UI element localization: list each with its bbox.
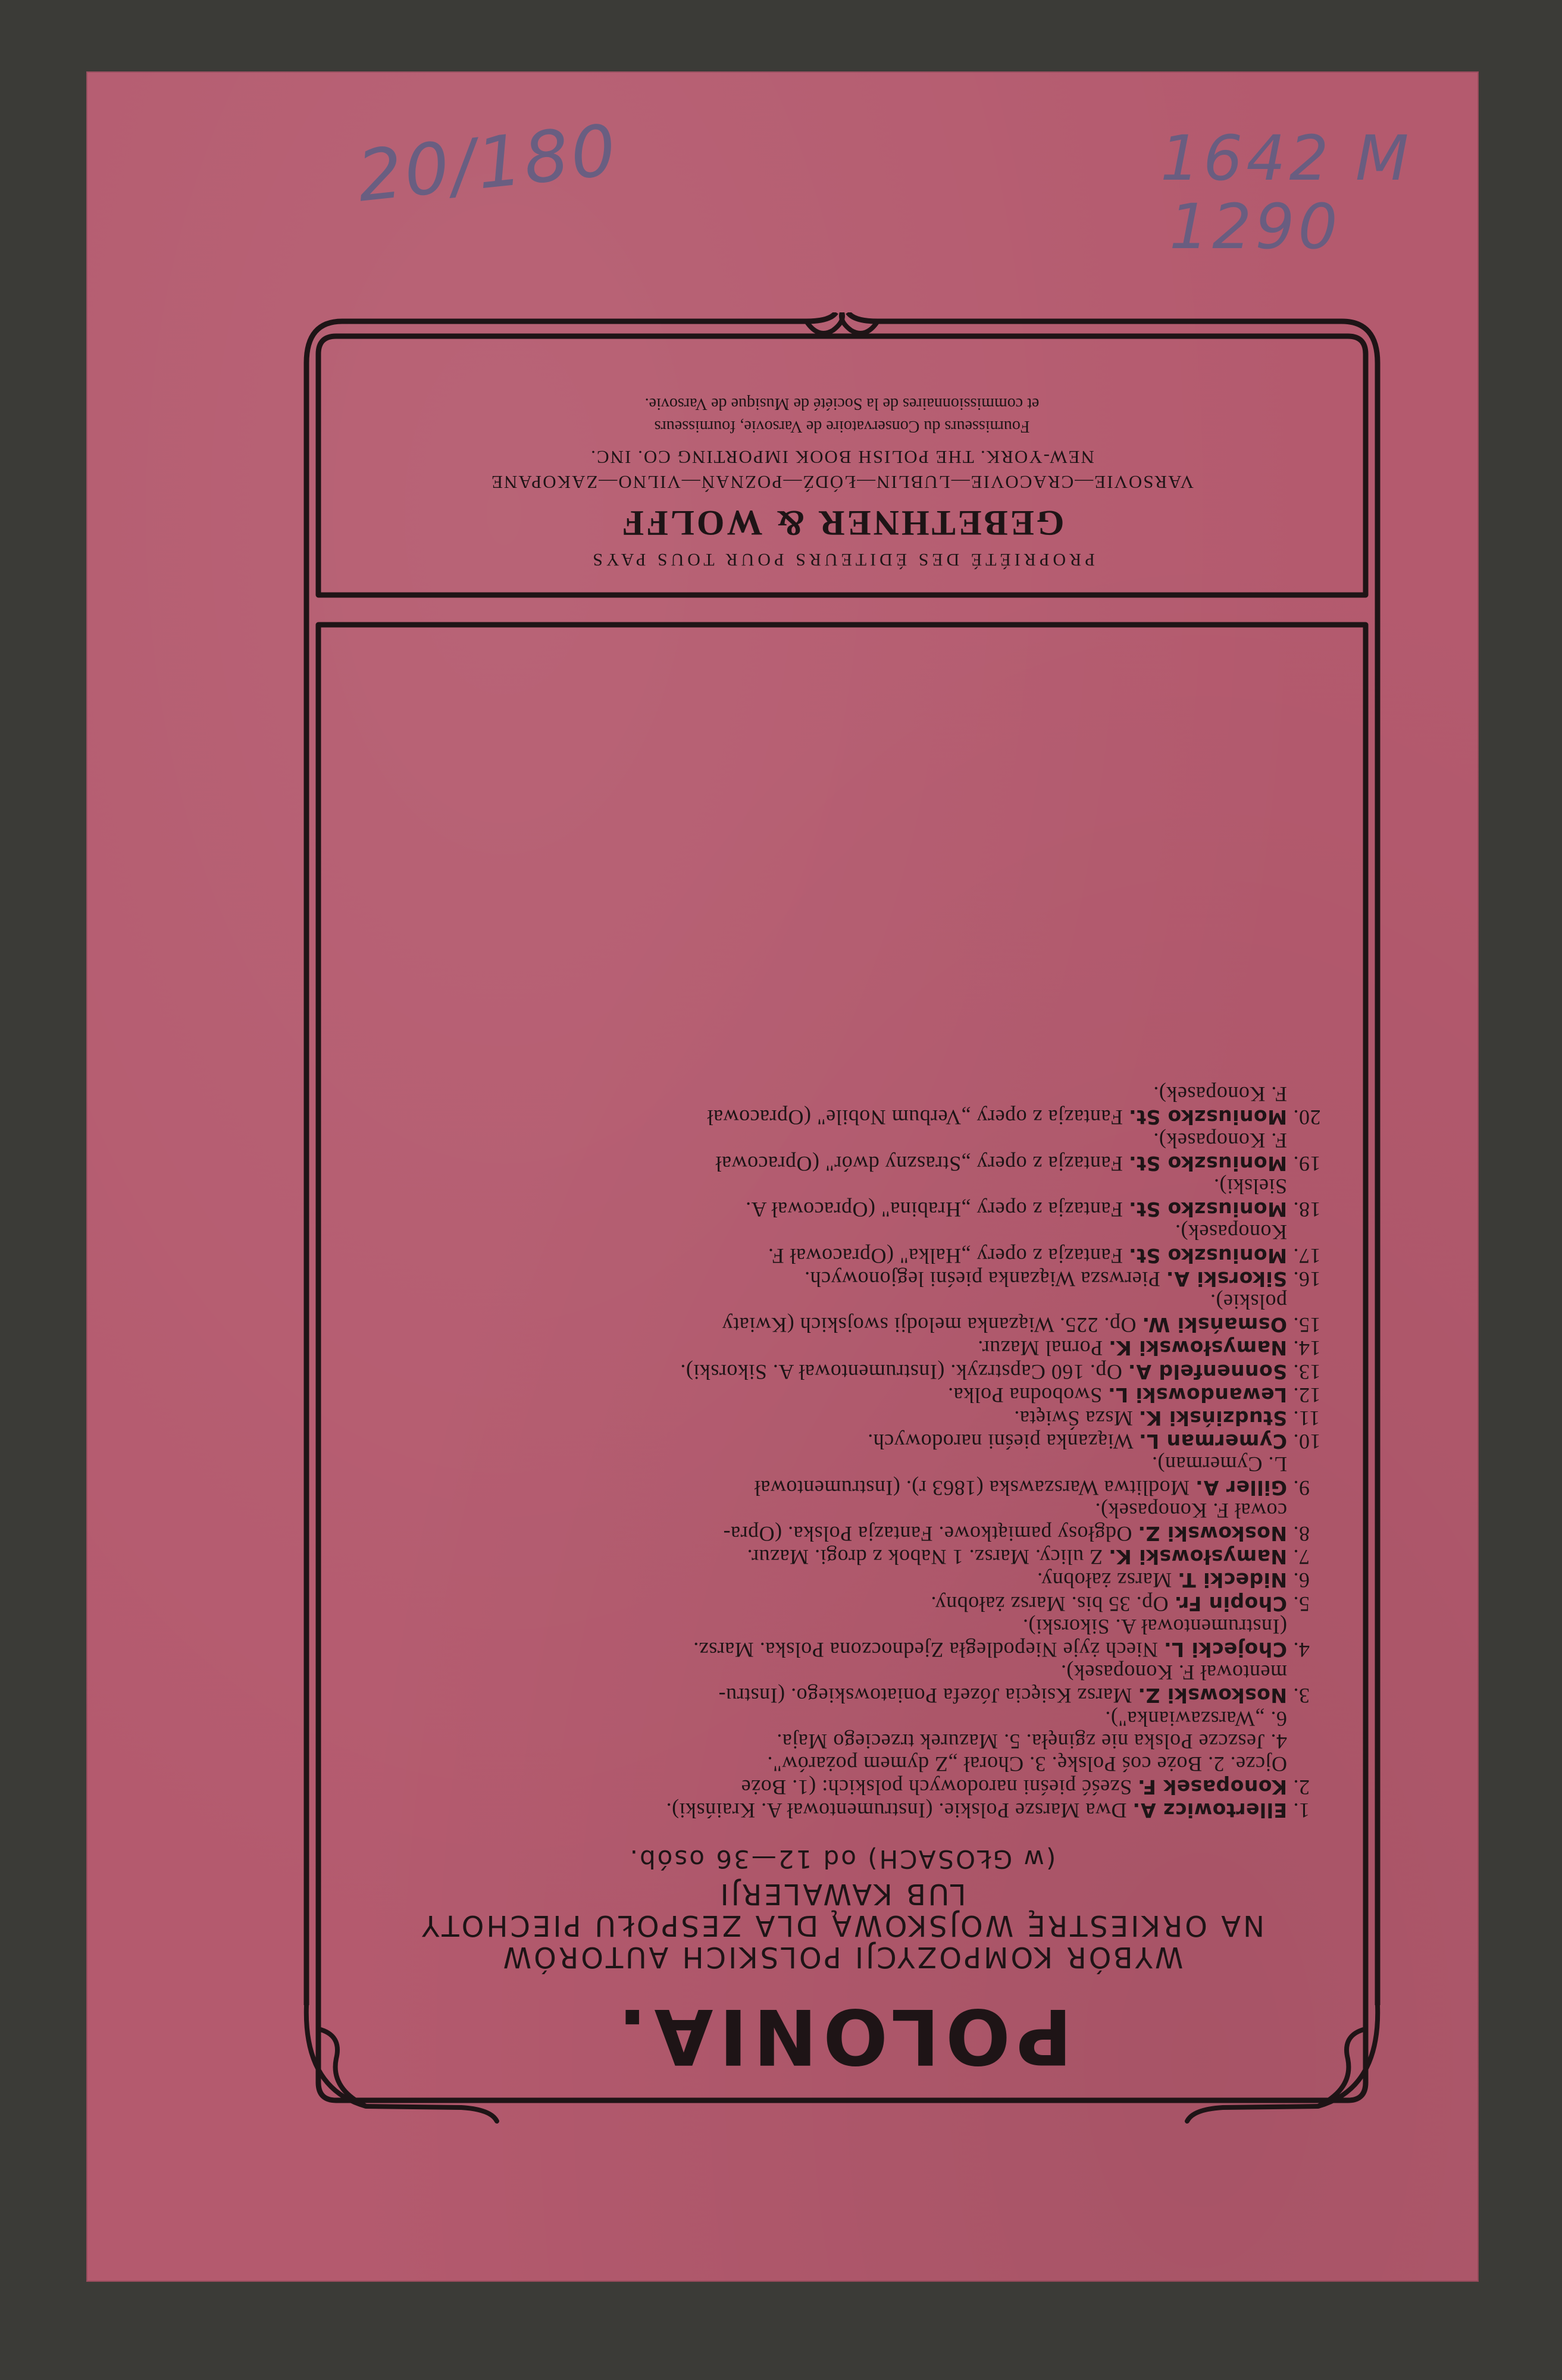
- item-body: [354, 1568, 1287, 1592]
- item-body: [354, 1545, 1287, 1568]
- composer-name: Noskowski Z.: [1137, 1684, 1287, 1708]
- item-body: [354, 1267, 1287, 1291]
- composer-name: Moniuszko St.: [1128, 1151, 1287, 1175]
- list-item: [354, 1499, 1330, 1545]
- work-title-continued: cował F. Konopasek).: [1094, 1498, 1287, 1523]
- publisher-cities: VARSOVIE—CRACOVIE—LUBLIN—ŁÓDŹ—POZNAŃ—VILNO—ZAKOPANE: [490, 472, 1194, 493]
- item-number: 3.: [1293, 1684, 1310, 1708]
- work-title: Op. 160 Capstrzyk. (Instrumentował A. Sikorski).: [680, 1360, 1122, 1384]
- item-number: 14.: [1293, 1336, 1321, 1361]
- printed-panel-rotated: [295, 312, 1389, 2124]
- handwritten-inventory-number: 1290: [1169, 190, 1341, 263]
- item-number: 7.: [1293, 1545, 1310, 1570]
- composer-name: Moniuszko St.: [1128, 1106, 1287, 1129]
- work-title: Dwa Marsze Polskie. (Instrumentował A. Kraiński).: [666, 1799, 1127, 1823]
- item-body: [354, 1383, 1287, 1407]
- item-number: 4.: [1293, 1638, 1310, 1662]
- item-body: [354, 1291, 1287, 1336]
- list-item: [354, 1453, 1330, 1499]
- work-title-continued: F. Konopasek).: [1153, 1128, 1287, 1153]
- item-body: [354, 1407, 1287, 1430]
- list-item: [354, 1221, 1330, 1267]
- composer-name: Cymerman L.: [1138, 1430, 1287, 1454]
- work-title: Op. 35 bis. Marsz żałobny.: [931, 1592, 1169, 1616]
- list-item: [354, 1175, 1330, 1221]
- item-body: [354, 1592, 1287, 1615]
- item-number: 2.: [1293, 1775, 1310, 1800]
- list-item: [354, 1336, 1330, 1360]
- list-item: [354, 1615, 1330, 1661]
- subtitle-line-2: NA ORKIESTRĘ WOJSKOWĄ DLA ZESPOŁU PIECHOTY: [420, 1909, 1265, 1943]
- work-title-continued: (Instrumentował A. Sikorski).: [1022, 1614, 1287, 1639]
- subtitle-line-1: WYBÓR KOMPOZYCJI POLSKICH AUTORÓW: [500, 1940, 1184, 1974]
- item-number: 6.: [1293, 1568, 1310, 1593]
- publisher-box: [318, 339, 1366, 592]
- work-title: Fantazja z opery „Hrabina" (Opracował A.: [745, 1198, 1123, 1222]
- composer-name: Studziński K.: [1138, 1406, 1287, 1430]
- item-number: 10.: [1293, 1430, 1321, 1454]
- work-title-continued: mentował F. Konopasek).: [1060, 1661, 1287, 1685]
- item-body: [354, 1430, 1287, 1453]
- work-title: Marsz żałobny.: [1037, 1568, 1172, 1593]
- composer-name: Namysłowski K.: [1108, 1545, 1287, 1569]
- item-body: [354, 1453, 1287, 1499]
- item-number: 20.: [1293, 1106, 1321, 1130]
- list-item: [354, 1799, 1330, 1822]
- list-item: [354, 1291, 1330, 1336]
- work-title-continued: 4. Jeszcze Polska nie zginęła. 5. Mazurek trzeciego Maja.: [776, 1729, 1287, 1753]
- series-title: POLONIA.: [612, 1991, 1072, 2080]
- subtitle-line-3: LUB KAWALERJI: [718, 1877, 966, 1911]
- work-title-continued: Sielski).: [1213, 1174, 1287, 1198]
- list-item: [354, 1267, 1330, 1291]
- composer-name: Nidecki T.: [1177, 1568, 1287, 1592]
- item-number: 5.: [1293, 1592, 1310, 1616]
- list-item: [354, 1568, 1330, 1592]
- work-title-continued: 6. „Warszawianka").: [1104, 1706, 1287, 1731]
- item-number: 18.: [1293, 1198, 1321, 1222]
- subtitle-line-4: (w GŁOSACH) od 12—36 osób.: [628, 1844, 1056, 1874]
- list-item: [354, 1407, 1330, 1430]
- work-title: Z ulicy. Marsz. 1 Nabok z drogi. Mazur.: [747, 1545, 1103, 1570]
- item-number: 16.: [1293, 1267, 1321, 1291]
- publisher-name: GEBETHNER & WOLFF: [619, 503, 1065, 543]
- list-item: [354, 1707, 1330, 1799]
- item-number: 11.: [1293, 1406, 1320, 1430]
- composer-name: Osmański W.: [1142, 1313, 1287, 1337]
- item-body: [354, 1221, 1287, 1267]
- work-title: Marsz Księcia Józefa Poniatowskiego. (Instru-: [718, 1684, 1132, 1708]
- list-item: [354, 1360, 1330, 1383]
- item-number: 1.: [1293, 1799, 1310, 1823]
- item-number: 15.: [1293, 1313, 1321, 1338]
- item-number: 9.: [1293, 1476, 1310, 1500]
- list-item: [354, 1430, 1330, 1453]
- composer-name: Chopin Fr.: [1174, 1592, 1287, 1615]
- work-title-continued: F. Konopasek).: [1153, 1082, 1287, 1107]
- list-item: [354, 1129, 1330, 1175]
- item-body: [354, 1707, 1287, 1799]
- composer-name: Sikorski A.: [1166, 1267, 1287, 1291]
- list-item: [354, 1592, 1330, 1615]
- work-title-continued: L. Cymerman).: [1151, 1452, 1287, 1477]
- work-title: Fantazja z opery „Halka" (Opracował F.: [768, 1244, 1123, 1268]
- composer-name: Ellertowicz A.: [1132, 1799, 1287, 1822]
- composer-name: Noskowski Z.: [1137, 1521, 1287, 1545]
- item-body: [354, 1083, 1287, 1129]
- item-body: [354, 1615, 1287, 1661]
- item-body: [354, 1661, 1287, 1707]
- item-number: 17.: [1293, 1244, 1321, 1268]
- work-title: Fantazja z opery „Straszny dwór" (Opracował: [715, 1151, 1123, 1176]
- list-item: [354, 1083, 1330, 1129]
- work-title: Pornal Mazur.: [977, 1336, 1103, 1361]
- composer-name: Chojecki L.: [1163, 1638, 1287, 1661]
- item-body: [354, 1360, 1287, 1383]
- work-title: Op. 225. Wiązanka melodji swojskich (Kwiaty: [722, 1313, 1137, 1338]
- work-title: Odgłosy pamiątkowe. Fantazja Polska. (Opra-: [723, 1521, 1132, 1546]
- publisher-new-york: NEW-YORK. THE POLISH BOOK IMPORTING CO. INC.: [590, 447, 1094, 468]
- rights-notice: PROPRIÉTÉ DES ÉDITEURS POUR TOUS PAYS: [589, 550, 1095, 569]
- composer-name: Giller A.: [1195, 1476, 1287, 1499]
- item-number: 8.: [1293, 1521, 1310, 1546]
- item-number: 13.: [1293, 1360, 1321, 1384]
- work-title-continued: polskie).: [1210, 1289, 1287, 1314]
- item-number: 19.: [1293, 1151, 1321, 1176]
- publisher-supply-line-1: Fournisseurs du Conservatoire de Varsovie, fournisseurs: [654, 417, 1030, 436]
- composer-name: Namysłowski K.: [1108, 1336, 1287, 1360]
- work-title-continued: Konopasek).: [1175, 1220, 1287, 1245]
- item-body: [354, 1129, 1287, 1175]
- item-body: [354, 1336, 1287, 1360]
- item-body: [354, 1799, 1287, 1822]
- list-item: [354, 1383, 1330, 1407]
- work-title: Msza Święta.: [1013, 1406, 1133, 1430]
- publisher-supply-line-2: et commissionnaires de la Société de Musique de Varsovie.: [644, 394, 1040, 413]
- work-title-continued: Ojcze. 2. Boże coś Polskę. 3. Chorał „Z dymem pożarów".: [767, 1752, 1287, 1777]
- work-title: Swobodna Polka.: [947, 1383, 1103, 1407]
- item-body: [354, 1175, 1287, 1221]
- work-title: Sześć pieśni narodowych polskich: (1. Boże: [741, 1775, 1132, 1800]
- work-title: Wiązanka pieśni narodowych.: [867, 1430, 1134, 1454]
- list-item: [354, 1545, 1330, 1568]
- work-title: Niech żyje Niepodległa Zjednoczona Polska. Marsz.: [693, 1638, 1159, 1662]
- handwritten-reference: 20/180: [353, 108, 622, 218]
- composition-list: [354, 1083, 1330, 1822]
- item-number: 12.: [1293, 1383, 1321, 1407]
- handwritten-catalog-number: 1642 M: [1160, 122, 1413, 195]
- composer-name: Sonnenfeld A.: [1128, 1360, 1287, 1383]
- composer-name: Konopasek F.: [1137, 1775, 1287, 1799]
- item-body: [354, 1499, 1287, 1545]
- work-title: Modlitwa Warszawska (1863 r). (Instrumentował: [754, 1476, 1190, 1500]
- catalog-box: [318, 628, 1366, 2097]
- work-title: Pierwsza Wiązanka pieśni legjonowych.: [804, 1267, 1160, 1291]
- composer-name: Lewandowski L.: [1107, 1383, 1287, 1407]
- list-item: [354, 1661, 1330, 1707]
- work-title: Fantazja z opery „Verbum Nobile" (Opracował: [707, 1106, 1123, 1130]
- composer-name: Moniuszko St.: [1128, 1198, 1287, 1222]
- composer-name: Moniuszko St.: [1128, 1244, 1287, 1267]
